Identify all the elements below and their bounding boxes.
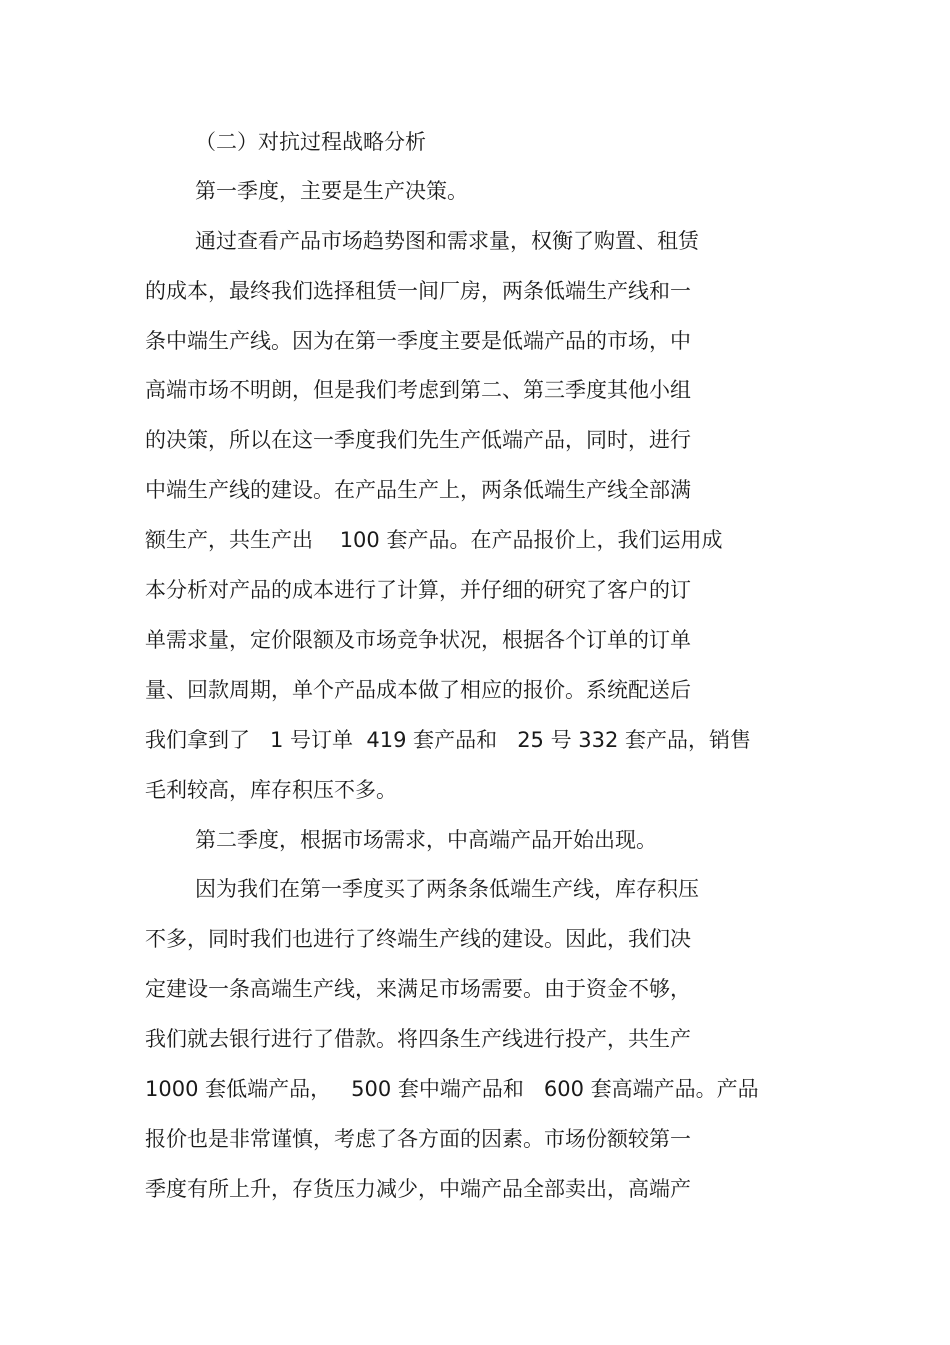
paragraph-line: 第二季度，根据市场需求，中高端产品开始出现。 bbox=[195, 828, 657, 852]
paragraph-line: 本分析对产品的成本进行了计算，并仔细的研究了客户的订 bbox=[145, 578, 691, 602]
paragraph-line: 的成本，最终我们选择租赁一间厂房，两条低端生产线和一 bbox=[145, 279, 691, 303]
paragraph-line: 条中端生产线。因为在第一季度主要是低端产品的市场，中 bbox=[145, 329, 691, 353]
paragraph-line: 我们拿到了 1 号订单 419 套产品和 25 号 332 套产品，销售 bbox=[145, 728, 752, 752]
paragraph-line: 报价也是非常谨慎，考虑了各方面的因素。市场份额较第一 bbox=[145, 1127, 691, 1151]
paragraph-line: 不多，同时我们也进行了终端生产线的建设。因此，我们决 bbox=[145, 927, 691, 951]
paragraph-line: 单需求量，定价限额及市场竞争状况，根据各个订单的订单 bbox=[145, 628, 691, 652]
paragraph-line: 中端生产线的建设。在产品生产上，两条低端生产线全部满 bbox=[145, 478, 691, 502]
paragraph-line: 1000 套低端产品， 500 套中端产品和 600 套高端产品。产品 bbox=[145, 1077, 759, 1101]
section-heading: （二）对抗过程战略分析 bbox=[195, 130, 426, 154]
paragraph-line: 高端市场不明朗，但是我们考虑到第二、第三季度其他小组 bbox=[145, 378, 691, 402]
paragraph-line: 量、回款周期，单个产品成本做了相应的报价。系统配送后 bbox=[145, 678, 691, 702]
paragraph-line: 的决策，所以在这一季度我们先生产低端产品，同时，进行 bbox=[145, 428, 691, 452]
paragraph-line: 第一季度，主要是生产决策。 bbox=[195, 179, 468, 203]
paragraph-line: 定建设一条高端生产线，来满足市场需要。由于资金不够， bbox=[145, 977, 691, 1001]
paragraph-line: 因为我们在第一季度买了两条条低端生产线，库存积压 bbox=[195, 877, 699, 901]
paragraph-line: 额生产，共生产出 100 套产品。在产品报价上，我们运用成 bbox=[145, 528, 723, 552]
paragraph-line: 我们就去银行进行了借款。将四条生产线进行投产，共生产 bbox=[145, 1027, 691, 1051]
paragraph-line: 毛利较高，库存积压不多。 bbox=[145, 778, 397, 802]
paragraph-line: 季度有所上升，存货压力减少，中端产品全部卖出，高端产 bbox=[145, 1177, 691, 1201]
paragraph-line: 通过查看产品市场趋势图和需求量，权衡了购置、租赁 bbox=[195, 229, 699, 253]
